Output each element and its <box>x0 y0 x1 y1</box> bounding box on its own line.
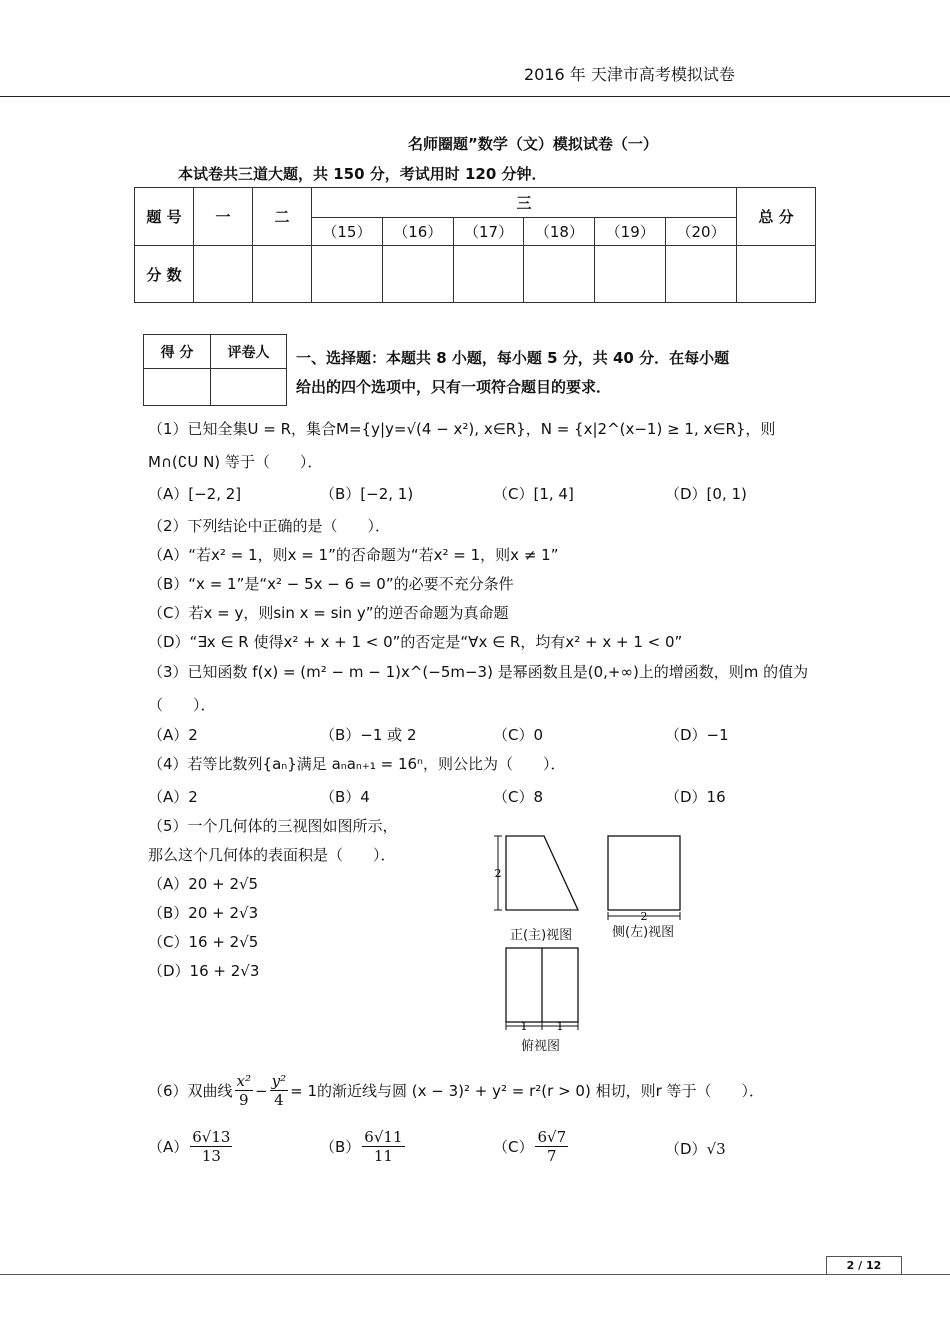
q6-fraction-1 <box>235 1072 253 1109</box>
q6-option-d-value: √3 <box>706 1140 726 1158</box>
q6-option-c-num: 6√7 <box>537 1128 567 1146</box>
top-dim-label-left: 1 <box>520 1020 528 1033</box>
q6-option-b-num: 6√11 <box>364 1128 403 1146</box>
q3-option-b: （B）−1 或 2 <box>320 726 417 744</box>
q6-option-a-den: 13 <box>201 1147 221 1165</box>
q1-stem: （1）已知全集U = R，集合M={y|y=√(4 − x²), x∈R}，N = {x|2^(x−1) ≥ 1, x∈R}，则 <box>148 420 776 438</box>
three-views-figure <box>490 828 700 1058</box>
score-cell <box>595 246 666 303</box>
section-heading-1: 一、选择题：本题共 8 小题，每小题 5 分，共 40 分．在每小题 <box>296 349 730 367</box>
score-header-yi: 一 <box>194 188 253 246</box>
q6-suffix: = 1的渐近线与圆 (x − 3)² + y² = r²(r > 0) 相切，则r 等于（ ）． <box>290 1082 765 1100</box>
q3-option-c: （C）0 <box>493 726 544 744</box>
q2-option-a: （A）“若x² = 1，则x = 1”的否命题为“若x² = 1，则x ≠ 1” <box>148 546 559 564</box>
front-dim-label: 2 <box>494 867 502 880</box>
q4-option-a: （A）2 <box>148 788 198 806</box>
grader-cell <box>144 369 211 406</box>
q6-frac2-den: 4 <box>274 1091 284 1109</box>
q4-option-d: （D）16 <box>665 788 726 806</box>
side-view <box>608 836 680 923</box>
q6-frac1-num: x² <box>236 1072 252 1090</box>
q2-option-b: （B）“x = 1”是“x² − 5x − 6 = 0”的必要不充分条件 <box>148 575 514 593</box>
q6-option-c-value <box>535 1128 568 1165</box>
q2-option-c: （C）若x = y，则sin x = sin y”的逆否命题为真命题 <box>148 604 509 622</box>
top-view-label: 俯视图 <box>521 1039 561 1054</box>
q6-option-a-num: 6√13 <box>192 1128 231 1146</box>
q3-option-d: （D）−1 <box>665 726 729 744</box>
score-cell <box>737 246 816 303</box>
q5-option-c: （C）16 + 2√5 <box>148 933 259 951</box>
q2-stem: （2）下列结论中正确的是（ ）． <box>148 517 391 535</box>
q6-stem <box>148 1072 764 1109</box>
score-cell <box>253 246 312 303</box>
score-cell <box>524 246 595 303</box>
q6-option-d <box>665 1138 726 1159</box>
score-cell <box>194 246 253 303</box>
q6-option-b-den: 11 <box>373 1147 393 1165</box>
q3-stem: （3）已知函数 f(x) = (m² − m − 1)x^(−5m−3) 是幂函数且是(0,+∞)上的增函数，则m 的值为 <box>148 663 809 681</box>
q4-stem: （4）若等比数列{aₙ}满足 aₙaₙ₊₁ = 16ⁿ，则公比为（ ）． <box>148 755 566 773</box>
score-header-san: 三 <box>312 188 737 218</box>
exam-subtitle: 本试卷共三道大题，共 150 分，考试用时 120 分钟． <box>178 165 547 183</box>
page-number: 2 / 12 <box>826 1256 902 1275</box>
q6-option-c-den: 7 <box>547 1147 557 1165</box>
q6-option-a-label: （A） <box>148 1138 189 1156</box>
score-table <box>134 187 816 303</box>
q6-frac2-num: y² <box>271 1072 287 1090</box>
q5-stem-2: 那么这个几何体的表面积是（ ）． <box>148 846 396 864</box>
grader-defen: 得 分 <box>144 335 211 369</box>
q6-option-c <box>493 1128 570 1165</box>
score-header-tihao: 题 号 <box>135 188 194 246</box>
q5-stem: （5）一个几何体的三视图如图所示， <box>148 817 398 835</box>
score-cell <box>666 246 737 303</box>
q1-option-b: （B）[−2, 1) <box>320 485 414 503</box>
score-subcol: （18） <box>524 218 595 246</box>
front-view-label: 正(主)视图 <box>510 928 573 943</box>
q6-option-a <box>148 1128 234 1165</box>
front-view <box>494 836 578 910</box>
q1-option-c: （C）[1, 4] <box>493 485 574 503</box>
score-row-fenshu: 分 数 <box>135 246 194 303</box>
q6-option-b <box>320 1128 407 1165</box>
q6-prefix: （6）双曲线 <box>148 1082 233 1100</box>
q6-option-b-value <box>362 1128 404 1165</box>
q4-option-b: （B）4 <box>320 788 370 806</box>
q5-option-d: （D）16 + 2√3 <box>148 962 260 980</box>
q6-fraction-2 <box>270 1072 289 1109</box>
q6-option-b-label: （B） <box>320 1138 361 1156</box>
page-header: 2016 年 天津市高考模拟试卷 <box>524 65 735 84</box>
top-dim-label-right: 1 <box>556 1020 564 1033</box>
header-rule <box>0 96 950 97</box>
score-cell <box>312 246 383 303</box>
score-cell <box>382 246 453 303</box>
q5-option-a: （A）20 + 2√5 <box>148 875 259 893</box>
grader-cell <box>211 369 287 406</box>
q5-option-b: （B）20 + 2√3 <box>148 904 259 922</box>
score-subcol: （17） <box>453 218 524 246</box>
side-view-label: 侧(左)视图 <box>612 925 675 940</box>
score-subcol: （15） <box>312 218 383 246</box>
q6-minus: − <box>255 1081 268 1100</box>
q6-frac1-den: 9 <box>239 1091 249 1109</box>
q1-stem-2: M∩(∁U N) 等于（ ）． <box>148 453 323 471</box>
score-header-zongfen: 总 分 <box>737 188 816 246</box>
side-dim-label: 2 <box>640 910 648 923</box>
score-header-er: 二 <box>253 188 312 246</box>
q3-option-a: （A）2 <box>148 726 198 744</box>
score-subcol: （19） <box>595 218 666 246</box>
grader-pingjuanren: 评卷人 <box>211 335 287 369</box>
score-cell <box>453 246 524 303</box>
footer-rule <box>0 1274 950 1275</box>
q6-option-a-value <box>190 1128 232 1165</box>
q1-option-a: （A）[−2, 2] <box>148 485 242 503</box>
q4-option-c: （C）8 <box>493 788 544 806</box>
q1-option-d: （D）[0, 1) <box>665 485 747 503</box>
score-subcol: （20） <box>666 218 737 246</box>
top-view <box>506 948 578 1033</box>
score-subcol: （16） <box>382 218 453 246</box>
exam-title: 名师圈题”数学（文）模拟试卷（一） <box>408 135 658 153</box>
q3-stem-2: （ ）． <box>148 696 216 714</box>
q6-option-d-label: （D） <box>665 1140 707 1158</box>
section-heading-2: 给出的四个选项中，只有一项符合题目的要求． <box>296 378 612 396</box>
grader-table <box>143 334 287 406</box>
q2-option-d: （D）“∃x ∈ R 使得x² + x + 1 < 0”的否定是“∀x ∈ R，均有x² + x + 1 < 0” <box>148 633 683 651</box>
q6-option-c-label: （C） <box>493 1138 534 1156</box>
